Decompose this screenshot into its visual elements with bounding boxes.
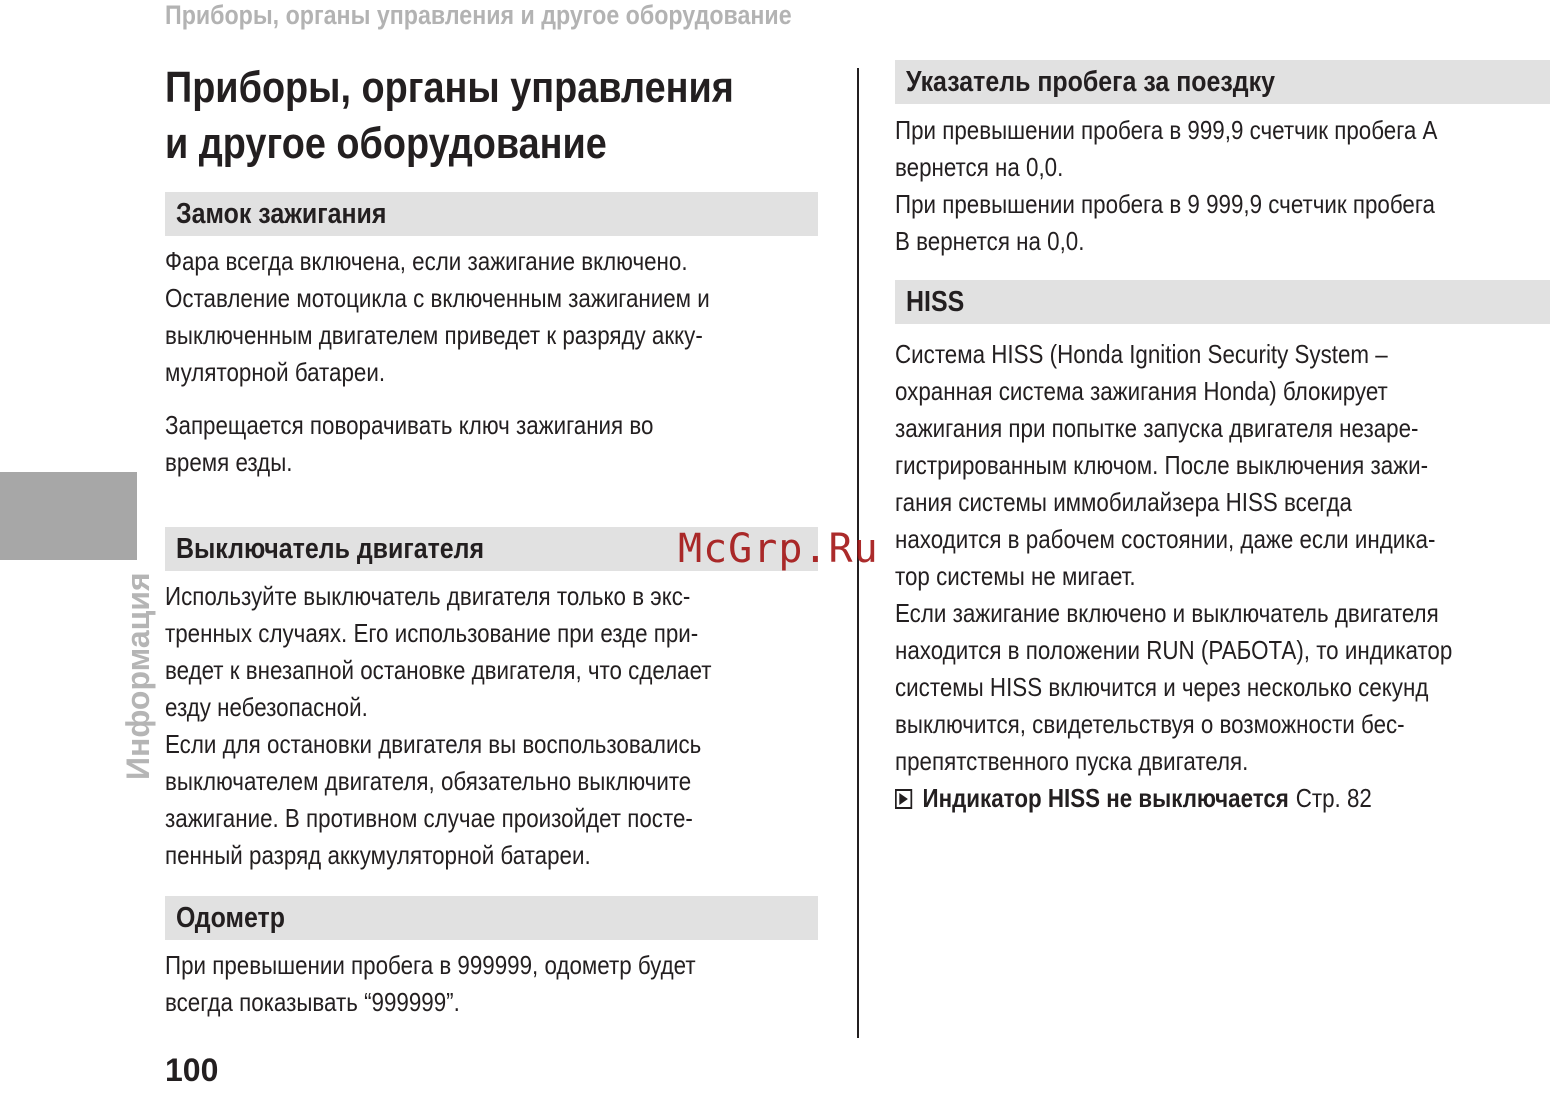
section-heading: Замок зажигания bbox=[165, 192, 818, 236]
section-heading: HISS bbox=[895, 280, 1550, 324]
section-engine-stop bbox=[165, 527, 818, 874]
reference-label: Индикатор HISS не выключается bbox=[922, 783, 1289, 813]
right-column bbox=[895, 60, 1550, 817]
page-title-line: и другое оборудование bbox=[165, 119, 607, 168]
section-tab bbox=[0, 472, 137, 560]
section-heading: Одометр bbox=[165, 896, 818, 940]
section-odometer bbox=[165, 896, 818, 1021]
section-tripmeter bbox=[895, 60, 1550, 260]
running-header: Приборы, органы управления и другое оборудование bbox=[165, 0, 792, 30]
paragraph: Запрещается поворачивать ключ зажигания во время езды. bbox=[165, 410, 654, 477]
page-number: 100 bbox=[165, 1052, 219, 1088]
section-hiss bbox=[895, 280, 1550, 817]
watermark: McGrp.Ru bbox=[678, 526, 879, 572]
page-reference[interactable] bbox=[895, 780, 1548, 817]
arrow-right-icon bbox=[895, 789, 912, 809]
paragraph: Фара всегда включена, если зажигание включено. Оставление мотоцикла с включенным зажиганием и выключенным двигателем приведет к разряду акку- муляторной батареи. bbox=[165, 246, 710, 387]
section-heading: Выключатель двигателя bbox=[165, 527, 818, 571]
paragraph: При превышении пробега в 999999, одометр будет всегда показывать “999999”. bbox=[165, 950, 696, 1017]
section-heading: Указатель пробега за поездку bbox=[895, 60, 1550, 104]
page-title-line: Приборы, органы управления bbox=[165, 63, 734, 112]
section-tab-label: Информация bbox=[120, 572, 156, 780]
section-ignition bbox=[165, 192, 818, 481]
page-title bbox=[165, 60, 734, 172]
paragraph: При превышении пробега в 999,9 счетчик пробега A вернется на 0,0. При превышении пробега в 9 999,9 счетчик пробега B вернется на 0,0. bbox=[895, 115, 1438, 256]
paragraph: Используйте выключатель двигателя только в экс- тренных случаях. Его использование при езде при- ведет к внезапной остановке двигателя, что сделает езду небезопасной. Если для остановки двигателя вы воспользовались выключателем двигателя, обязательно выключите зажигание. В противном случае произойдет посте- пенный разряд аккумуляторной батареи. bbox=[165, 581, 712, 870]
reference-page: Стр. 82 bbox=[1295, 783, 1372, 813]
paragraph: Система HISS (Honda Ignition Security System – охранная система зажигания Honda) блокирует зажигания при попытке запуска двигателя незаре- гистрированным ключом. После выключения зажи- гания системы иммобилайзера HISS всегда находится в рабочем состоянии, даже если индика- тор системы не мигает. Если зажигание включено и выключатель двигателя находится в положении RUN (РАБОТА), то индикатор системы HISS включится и через несколько секунд выключится, свидетельствуя о возможности бес- препятственного пуска двигателя. bbox=[895, 339, 1453, 776]
